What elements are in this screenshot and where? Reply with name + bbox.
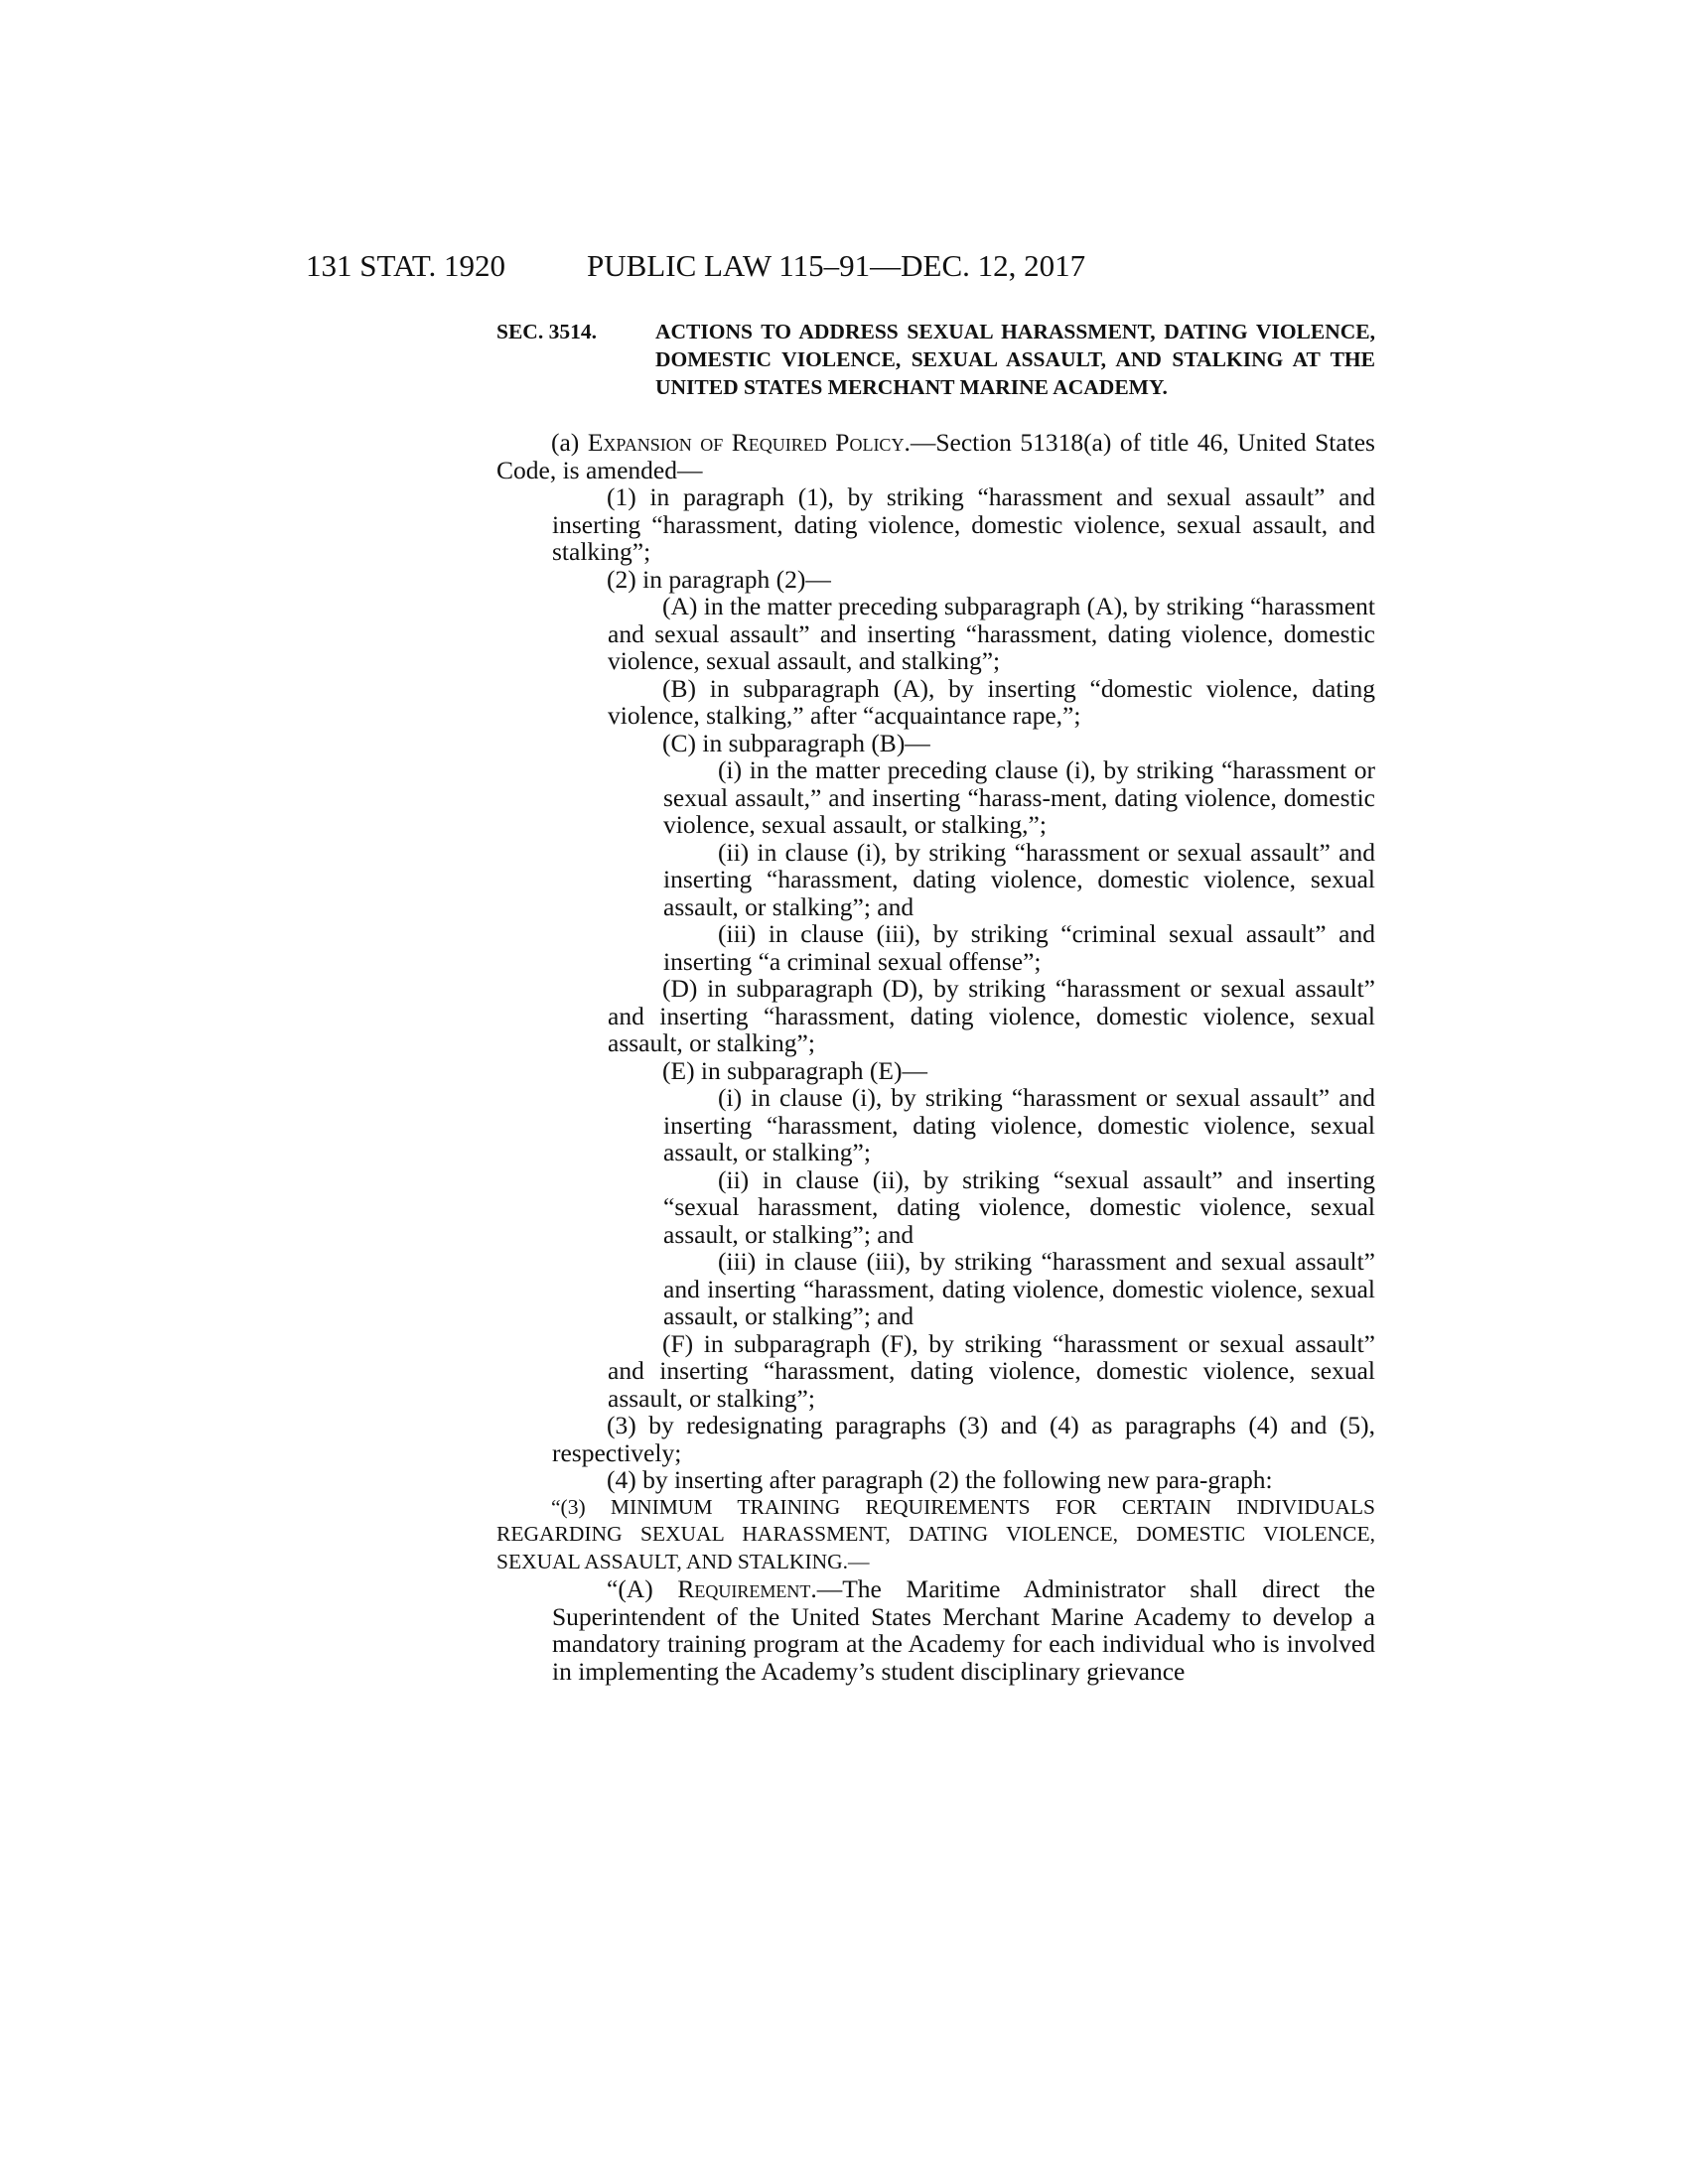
subsection-a-prefix: (a) xyxy=(551,428,588,457)
clause-2-E-iii: (iii) in clause (iii), by striking “harassment and sexual assault” and inserting “harassment, dating violence, domestic violence, sexual assault, or stalking”; and xyxy=(663,1247,1375,1330)
section-title: ACTIONS TO ADDRESS SEXUAL HARASSMENT, DATING VIOLENCE, DOMESTIC VIOLENCE, SEXUAL ASSAULT, AND STALKING AT THE UNITED STATES MERCHANT MARINE ACADEMY. xyxy=(655,320,1375,399)
new-paragraph-3-heading: “(3) MINIMUM TRAINING REQUIREMENTS FOR CERTAIN INDIVIDUALS REGARDING SEXUAL HARASSMENT, DATING VIOLENCE, DOMESTIC VIOLENCE, SEXUAL ASSAULT, AND STALKING.— xyxy=(496,1494,1375,1573)
new-3A-heading: Requirement xyxy=(677,1574,811,1603)
statute-body xyxy=(496,429,1375,1685)
section-heading xyxy=(496,318,1375,401)
clause-2-C-ii: (ii) in clause (i), by striking “harassment or sexual assault” and inserting “harassment, dating violence, domestic violence, sexual assault, or stalking”; and xyxy=(663,837,1375,921)
subparagraph-2-D: (D) in subparagraph (D), by striking “harassment or sexual assault” and inserting “harassment, dating violence, domestic violence, sexual assault, or stalking”; xyxy=(608,974,1375,1057)
subparagraph-2-B: (B) in subparagraph (A), by inserting “domestic violence, dating violence, stalking,” after “acquaintance rape,”; xyxy=(608,673,1375,730)
subparagraph-2-C: (C) in subparagraph (B)— xyxy=(662,728,930,757)
new-3A-text: .—The Maritime Administrator shall direct the Superintendent of the United States Merchant Marine Academy to develop a mandatory training program at the Academy for each individual who is involved in implementing the Academy’s student disciplinary grievance xyxy=(552,1574,1375,1686)
clause-2-E-i: (i) in clause (i), by striking “harassment or sexual assault” and inserting “harassment, dating violence, domestic violence, sexual assault, or stalking”; xyxy=(663,1083,1375,1166)
new-3A-prefix: “(A) xyxy=(607,1574,678,1603)
paragraph-3: (3) by redesignating paragraphs (3) and (4) as paragraphs (4) and (5), respectively; xyxy=(552,1411,1375,1467)
new-subparagraph-3-A xyxy=(552,1575,1375,1685)
section-number: SEC. 3514. xyxy=(496,320,597,343)
paragraph-2: (2) in paragraph (2)— xyxy=(607,564,831,594)
paragraph-1: (1) in paragraph (1), by striking “harassment and sexual assault” and inserting “harassment, dating violence, domestic violence, sexual assault, and stalking”; xyxy=(552,482,1375,566)
clause-2-C-iii: (iii) in clause (iii), by striking “criminal sexual assault” and inserting “a criminal sexual offense”; xyxy=(663,919,1375,976)
subparagraph-2-A: (A) in the matter preceding subparagraph (A), by striking “harassment and sexual assault” and inserting “harassment, dating violence, domestic violence, sexual assault, and stalking”; xyxy=(608,592,1376,675)
subparagraph-2-E: (E) in subparagraph (E)— xyxy=(662,1055,927,1085)
subsection-a xyxy=(496,429,1375,483)
clause-2-C-i: (i) in the matter preceding clause (i), by striking “harassment or sexual assault,” and inserting “harass-ment, dating violence, domestic violence, sexual assault, or stalking,”; xyxy=(663,755,1375,839)
clause-2-E-ii: (ii) in clause (ii), by striking “sexual assault” and inserting “sexual harassment, dating violence, domestic violence, sexual assault, or stalking”; and xyxy=(663,1164,1375,1249)
public-law-header: PUBLIC LAW 115–91—DEC. 12, 2017 xyxy=(587,248,1086,283)
subsection-a-text: .—Section 51318(a) of title 46, United States Code, is amended— xyxy=(496,428,1375,484)
running-head xyxy=(306,246,1378,286)
page-stat-number: 131 STAT. 1920 xyxy=(306,248,506,283)
subparagraph-2-F: (F) in subparagraph (F), by striking “harassment or sexual assault” and inserting “harassment, dating violence, domestic violence, sexual assault, or stalking”; xyxy=(608,1328,1375,1413)
paragraph-4: (4) by inserting after paragraph (2) the following new para-graph: xyxy=(607,1465,1273,1494)
subsection-a-heading: Expansion of Required Policy xyxy=(587,428,905,457)
